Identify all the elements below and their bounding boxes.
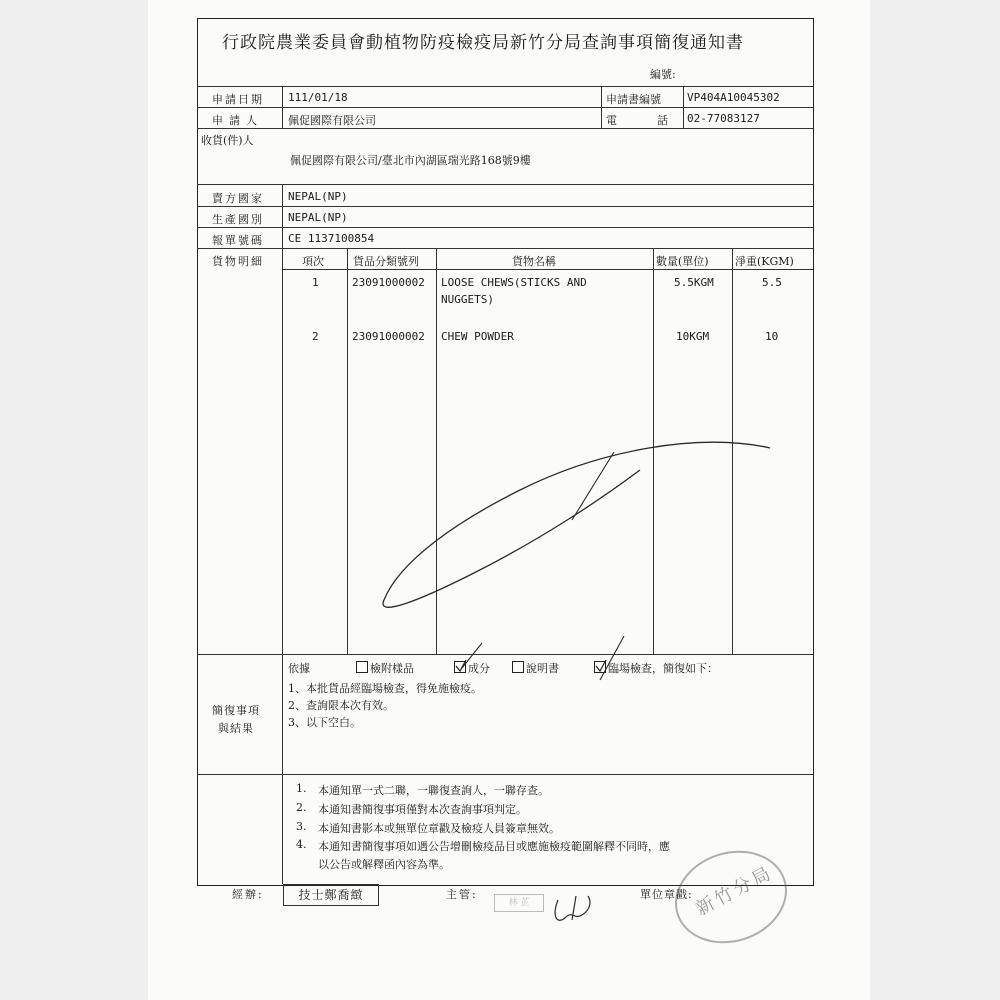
apply-date-label: 申請日期 xyxy=(212,93,264,106)
origin-value: NEPAL(NP) xyxy=(288,211,348,224)
reply-label-line2: 與結果 xyxy=(218,722,254,735)
row1-weight: 5.5 xyxy=(762,276,782,289)
goods-label: 貨物明細 xyxy=(212,255,264,268)
row1-name-line1: LOOSE CHEWS(STICKS AND xyxy=(441,276,587,289)
note-2-num: 2. xyxy=(296,801,307,814)
option-onsite: 臨場檢查，簡復如下： xyxy=(594,660,718,676)
seller-country-label: 賣方國家 xyxy=(212,192,264,205)
note-1-text: 本通知單一式二聯，一聯復查詢人，一聯存查。 xyxy=(318,784,549,797)
row2-name-line1: CHEW POWDER xyxy=(441,330,514,343)
row1-item: 1 xyxy=(312,276,319,289)
option-sample: 檢附樣品 xyxy=(356,660,414,676)
note-4-cont: 以公告或解釋函內容為準。 xyxy=(318,858,450,871)
header-code: 貨品分類號列 xyxy=(353,255,419,268)
basis-label: 依據 xyxy=(288,662,310,675)
row1-qty: 5.5KGM xyxy=(674,276,714,289)
reply-line-2: 2、查詢限本次有效。 xyxy=(288,699,394,712)
unit-seal-label: 單位章戳: xyxy=(640,888,693,901)
seller-country-value: NEPAL(NP) xyxy=(288,190,348,203)
note-3-text: 本通知書影本或無單位章戳及檢疫人員簽章無效。 xyxy=(318,822,560,835)
header-weight: 淨重(KGM) xyxy=(735,255,794,268)
checkbox-sample xyxy=(356,661,368,673)
checkbox-ingredient xyxy=(454,661,466,673)
unit-seal-text: 新竹分局 xyxy=(692,862,777,921)
checkbox-manual xyxy=(512,661,524,673)
app-no-value: VP404A10045302 xyxy=(687,91,780,104)
origin-label: 生產國別 xyxy=(212,213,264,226)
consignee-value: 佩促國際有限公司/臺北市內湖區瑞光路168號9樓 xyxy=(290,154,531,167)
serial-label: 編號: xyxy=(650,68,676,81)
row1-name-line2: NUGGETS) xyxy=(441,293,494,306)
checkbox-onsite xyxy=(594,661,606,673)
declaration-label: 報單號碼 xyxy=(212,234,264,247)
app-no-label: 申請書編號 xyxy=(606,93,661,106)
note-3-num: 3. xyxy=(296,820,307,833)
reply-line-1: 1、本批貨品經臨場檢查，得免施檢疫。 xyxy=(288,682,482,695)
row2-item: 2 xyxy=(312,330,319,343)
row2-code: 23091000002 xyxy=(352,330,425,343)
apply-date-value: 111/01/18 xyxy=(288,91,348,104)
consignee-label: 收貨(件)人 xyxy=(201,134,254,147)
phone-label: 電話 xyxy=(606,114,708,127)
header-item: 項次 xyxy=(302,255,324,268)
note-4-num: 4. xyxy=(296,838,307,851)
note-1-num: 1. xyxy=(296,782,307,795)
handler-label: 經辦: xyxy=(232,888,264,901)
row1-code: 23091000002 xyxy=(352,276,425,289)
note-2-text: 本通知書簡復事項僅對本次查詢事項判定。 xyxy=(318,803,527,816)
header-name: 貨物名稱 xyxy=(512,255,556,268)
phone-value: 02-77083127 xyxy=(687,112,760,125)
applicant-value: 佩促國際有限公司 xyxy=(288,114,376,127)
reply-line-3: 3、以下空白。 xyxy=(288,716,361,729)
row2-qty: 10KGM xyxy=(676,330,710,343)
option-manual: 說明書 xyxy=(512,660,559,676)
declaration-value: CE 1137100854 xyxy=(288,232,375,245)
reply-label-line1: 簡復事項 xyxy=(212,704,260,717)
handler-stamp: 技士鄭喬緻 xyxy=(283,884,379,906)
row2-weight: 10 xyxy=(765,330,779,343)
supervisor-label: 主管: xyxy=(446,888,478,901)
applicant-label: 申請人 xyxy=(212,114,263,127)
option-ingredient: 成分 xyxy=(454,660,490,676)
document-title: 行政院農業委員會動植物防疫檢疫局新竹分局查詢事項簡復通知書 xyxy=(222,33,744,53)
header-qty: 數量(單位) xyxy=(656,255,709,268)
note-4-text: 本通知書簡復事項如遇公告增刪檢疫品目或應施檢疫範圍解釋不同時，應 xyxy=(318,840,670,853)
supervisor-faint-stamp: 林 芷 xyxy=(494,894,544,912)
